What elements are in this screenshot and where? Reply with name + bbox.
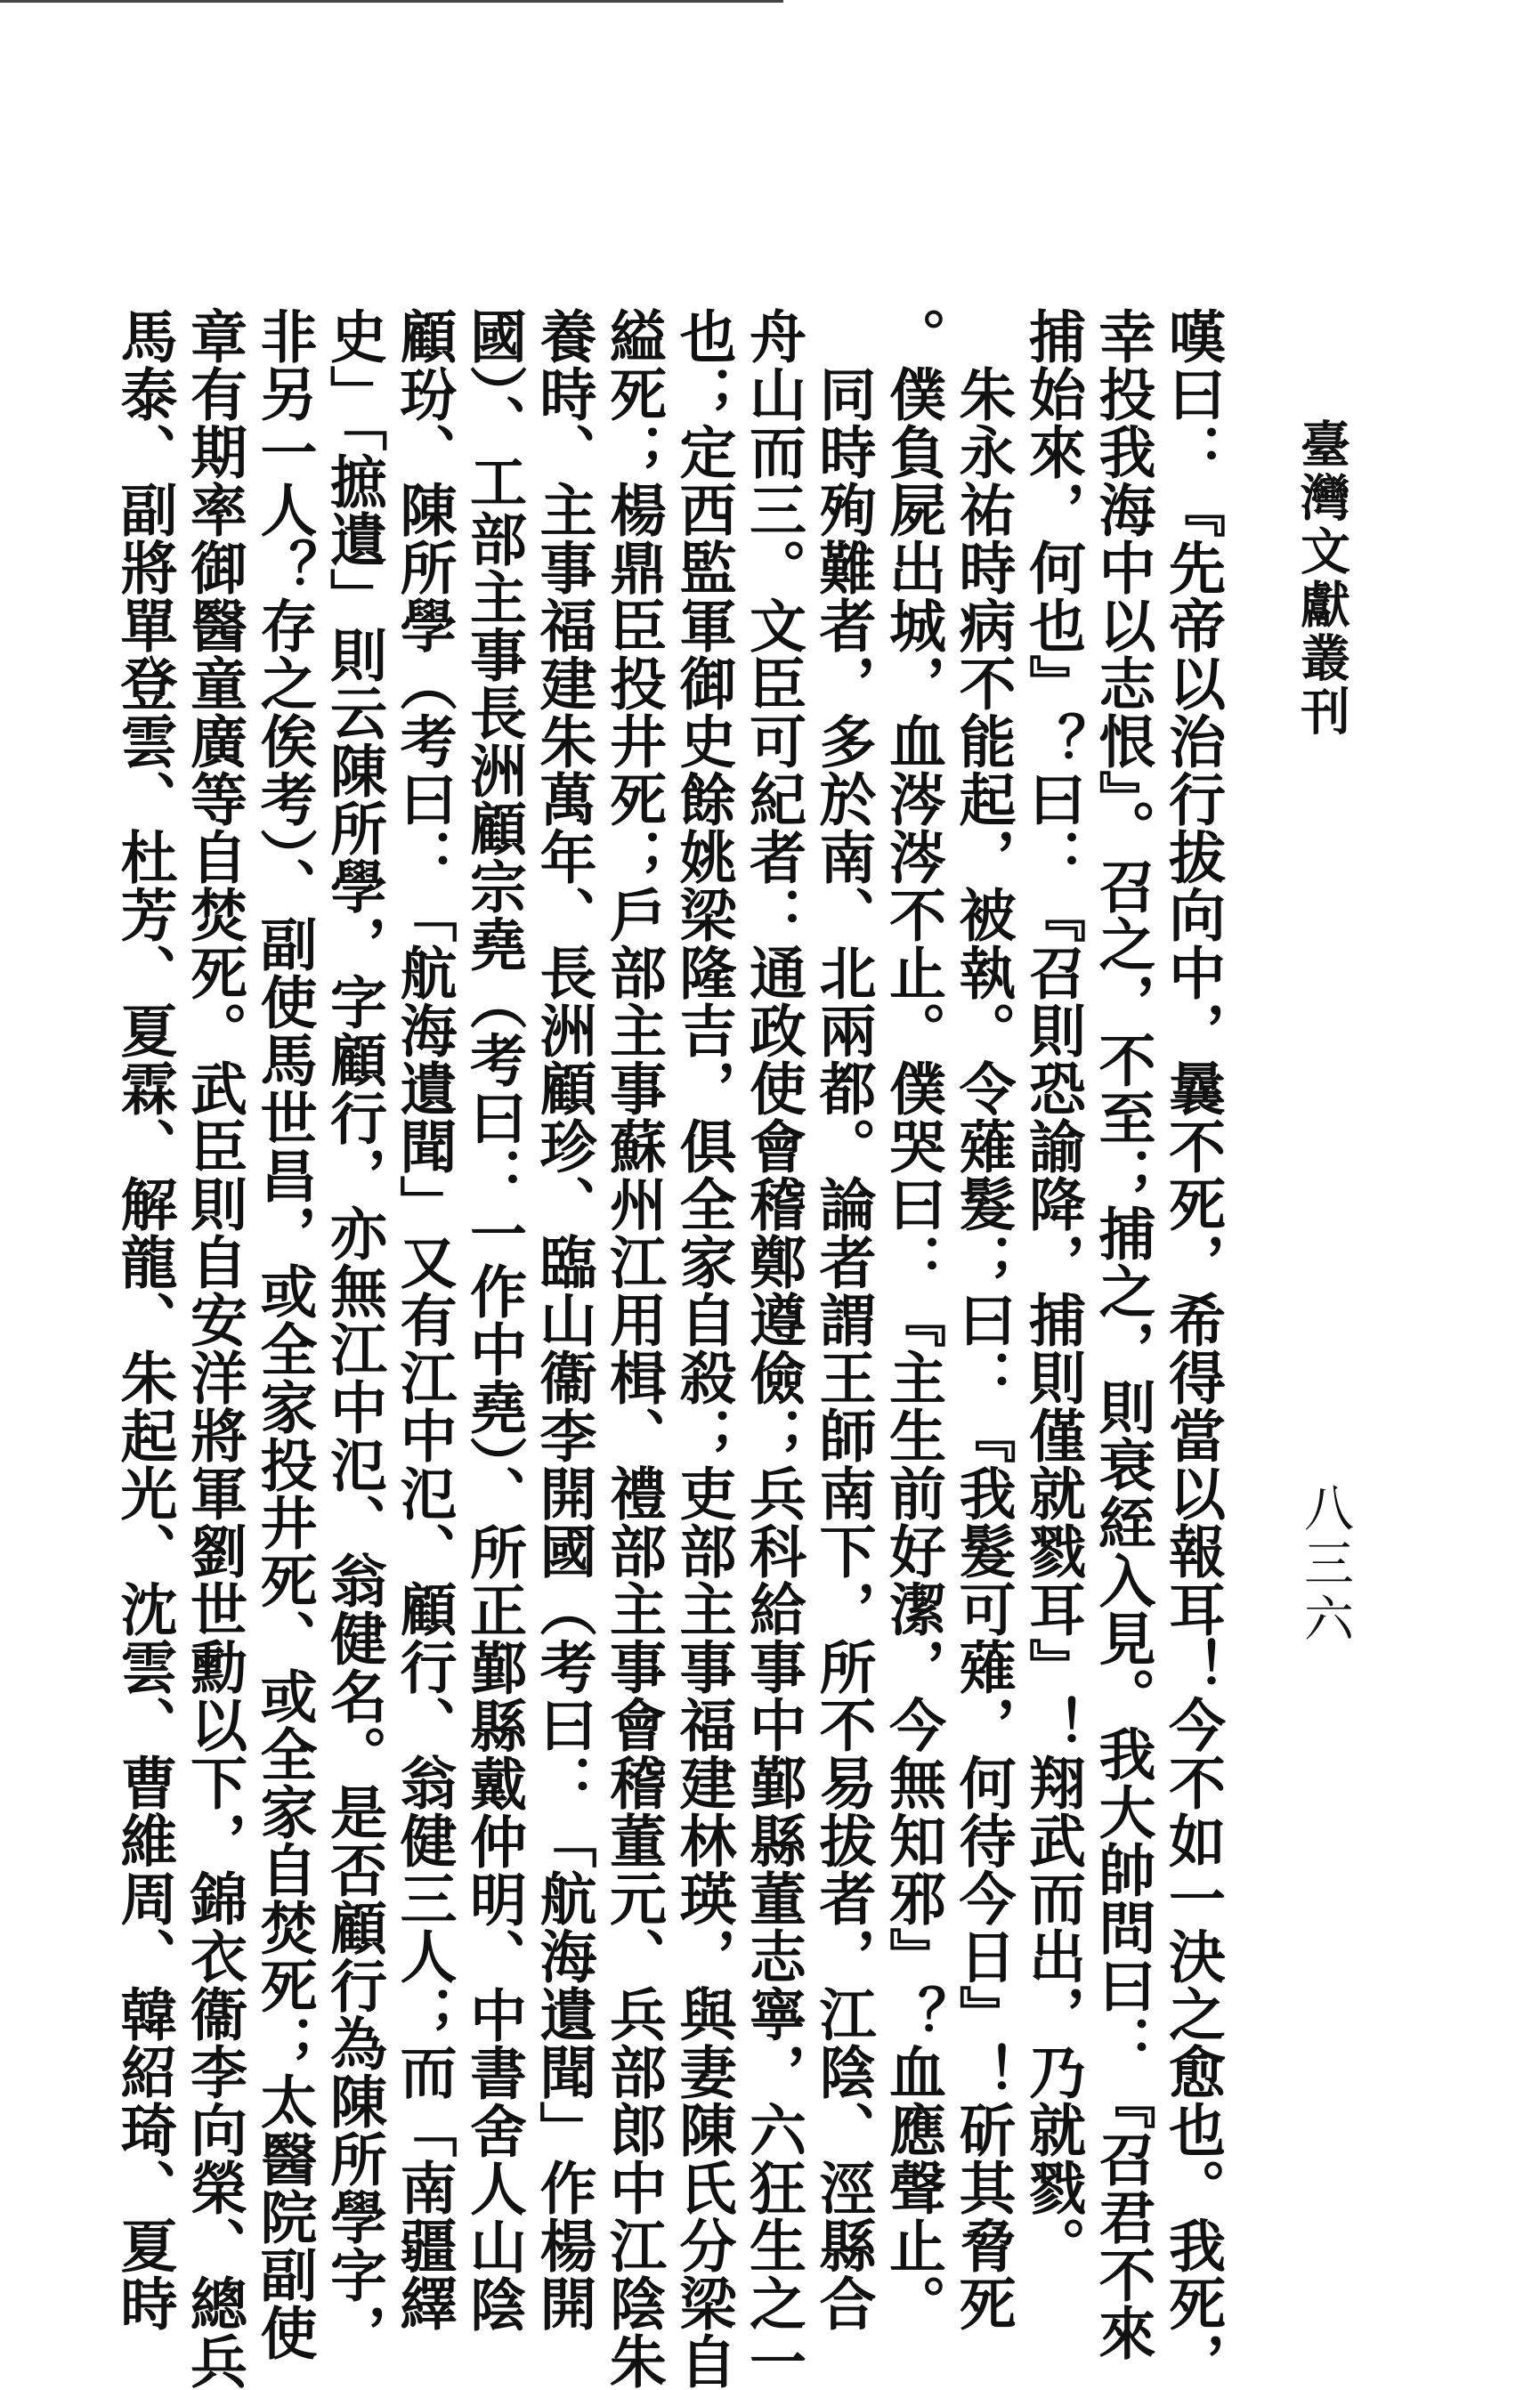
text-column: 馬泰、副將單登雲、杜芳、夏霖、解龍、朱起光、沈雲、曹維周、韓紹琦、夏時: [110, 307, 178, 2332]
text-column: 縊死；楊鼎臣投井死；戶部主事蘇州江用楫、禮部主事會稽董元、兵部郎中江陰朱: [600, 307, 667, 2390]
text-body: [110, 307, 1227, 2390]
text-column: 同時殉難者，多於南、北兩都。論者謂王師南下，所不易拔者，江陰、涇縣合: [809, 307, 877, 2332]
text-column: 史」「摭遺」則云陳所學，字顧行，亦無江中氾、翁健名。是否顧行為陳所學字，: [320, 307, 387, 2362]
text-column: 。僕負屍出城，血涔涔不止。僕哭曰：『主生前好潔，今無知邪』？血應聲止。: [879, 307, 946, 2332]
running-header-title: 臺灣文獻叢刊: [1293, 418, 1351, 739]
text-column: 非另一人？存之俟考）、副使馬世昌，或全家投井死、或全家自焚死；太醫院副使: [250, 307, 318, 2362]
text-column: 朱永祐時病不能起，被執。令薙髮；曰：『我髮可薙，何待今日』！斫其脅死: [949, 307, 1017, 2332]
page-number: 八三六: [1296, 1482, 1354, 1648]
text-column: 章有期率御醫童廣等自焚死。武臣則自安洋將軍劉世勳以下，錦衣衞李向榮、總兵: [181, 307, 247, 2390]
text-column: 也；定西監軍御史餘姚梁隆吉，俱全家自殺；吏部主事福建林瑛，與妻陳氏分梁自: [669, 307, 737, 2390]
text-column: 養時、主事福建朱萬年、長洲顧珍、臨山衞李開國（考曰：「航海遺聞」作楊開: [530, 307, 597, 2332]
text-column: 嘆曰：『先帝以治行拔向中，曩不死，希得當以報耳！今不如一決之愈也。我死，: [1159, 307, 1226, 2390]
text-column: 舟山而三。文臣可紀者：通政使會稽鄭遵儉；兵科給事中鄞縣董志寧，六狂生之一: [740, 307, 806, 2390]
text-column: 幸投我海中以志恨』。召之，不至；捕之，則衰絰入見。我大帥問曰：『召君不來: [1089, 307, 1156, 2362]
text-column: 顧玢、陳所學（考曰：「航海遺聞」又有江中氾、顧行、翁健三人；而「南疆繹: [390, 307, 458, 2332]
text-column: 國）、工部主事長洲顧宗堯（考曰：一作中堯）、所正鄞縣戴仲明、中書舍人山陰: [460, 307, 527, 2333]
text-column: 捕始來，何也』？曰：『召則恐諭降，捕則僅就戮耳』！翔武而出，乃就戮。: [1019, 307, 1086, 2274]
top-rule: [0, 0, 783, 3]
